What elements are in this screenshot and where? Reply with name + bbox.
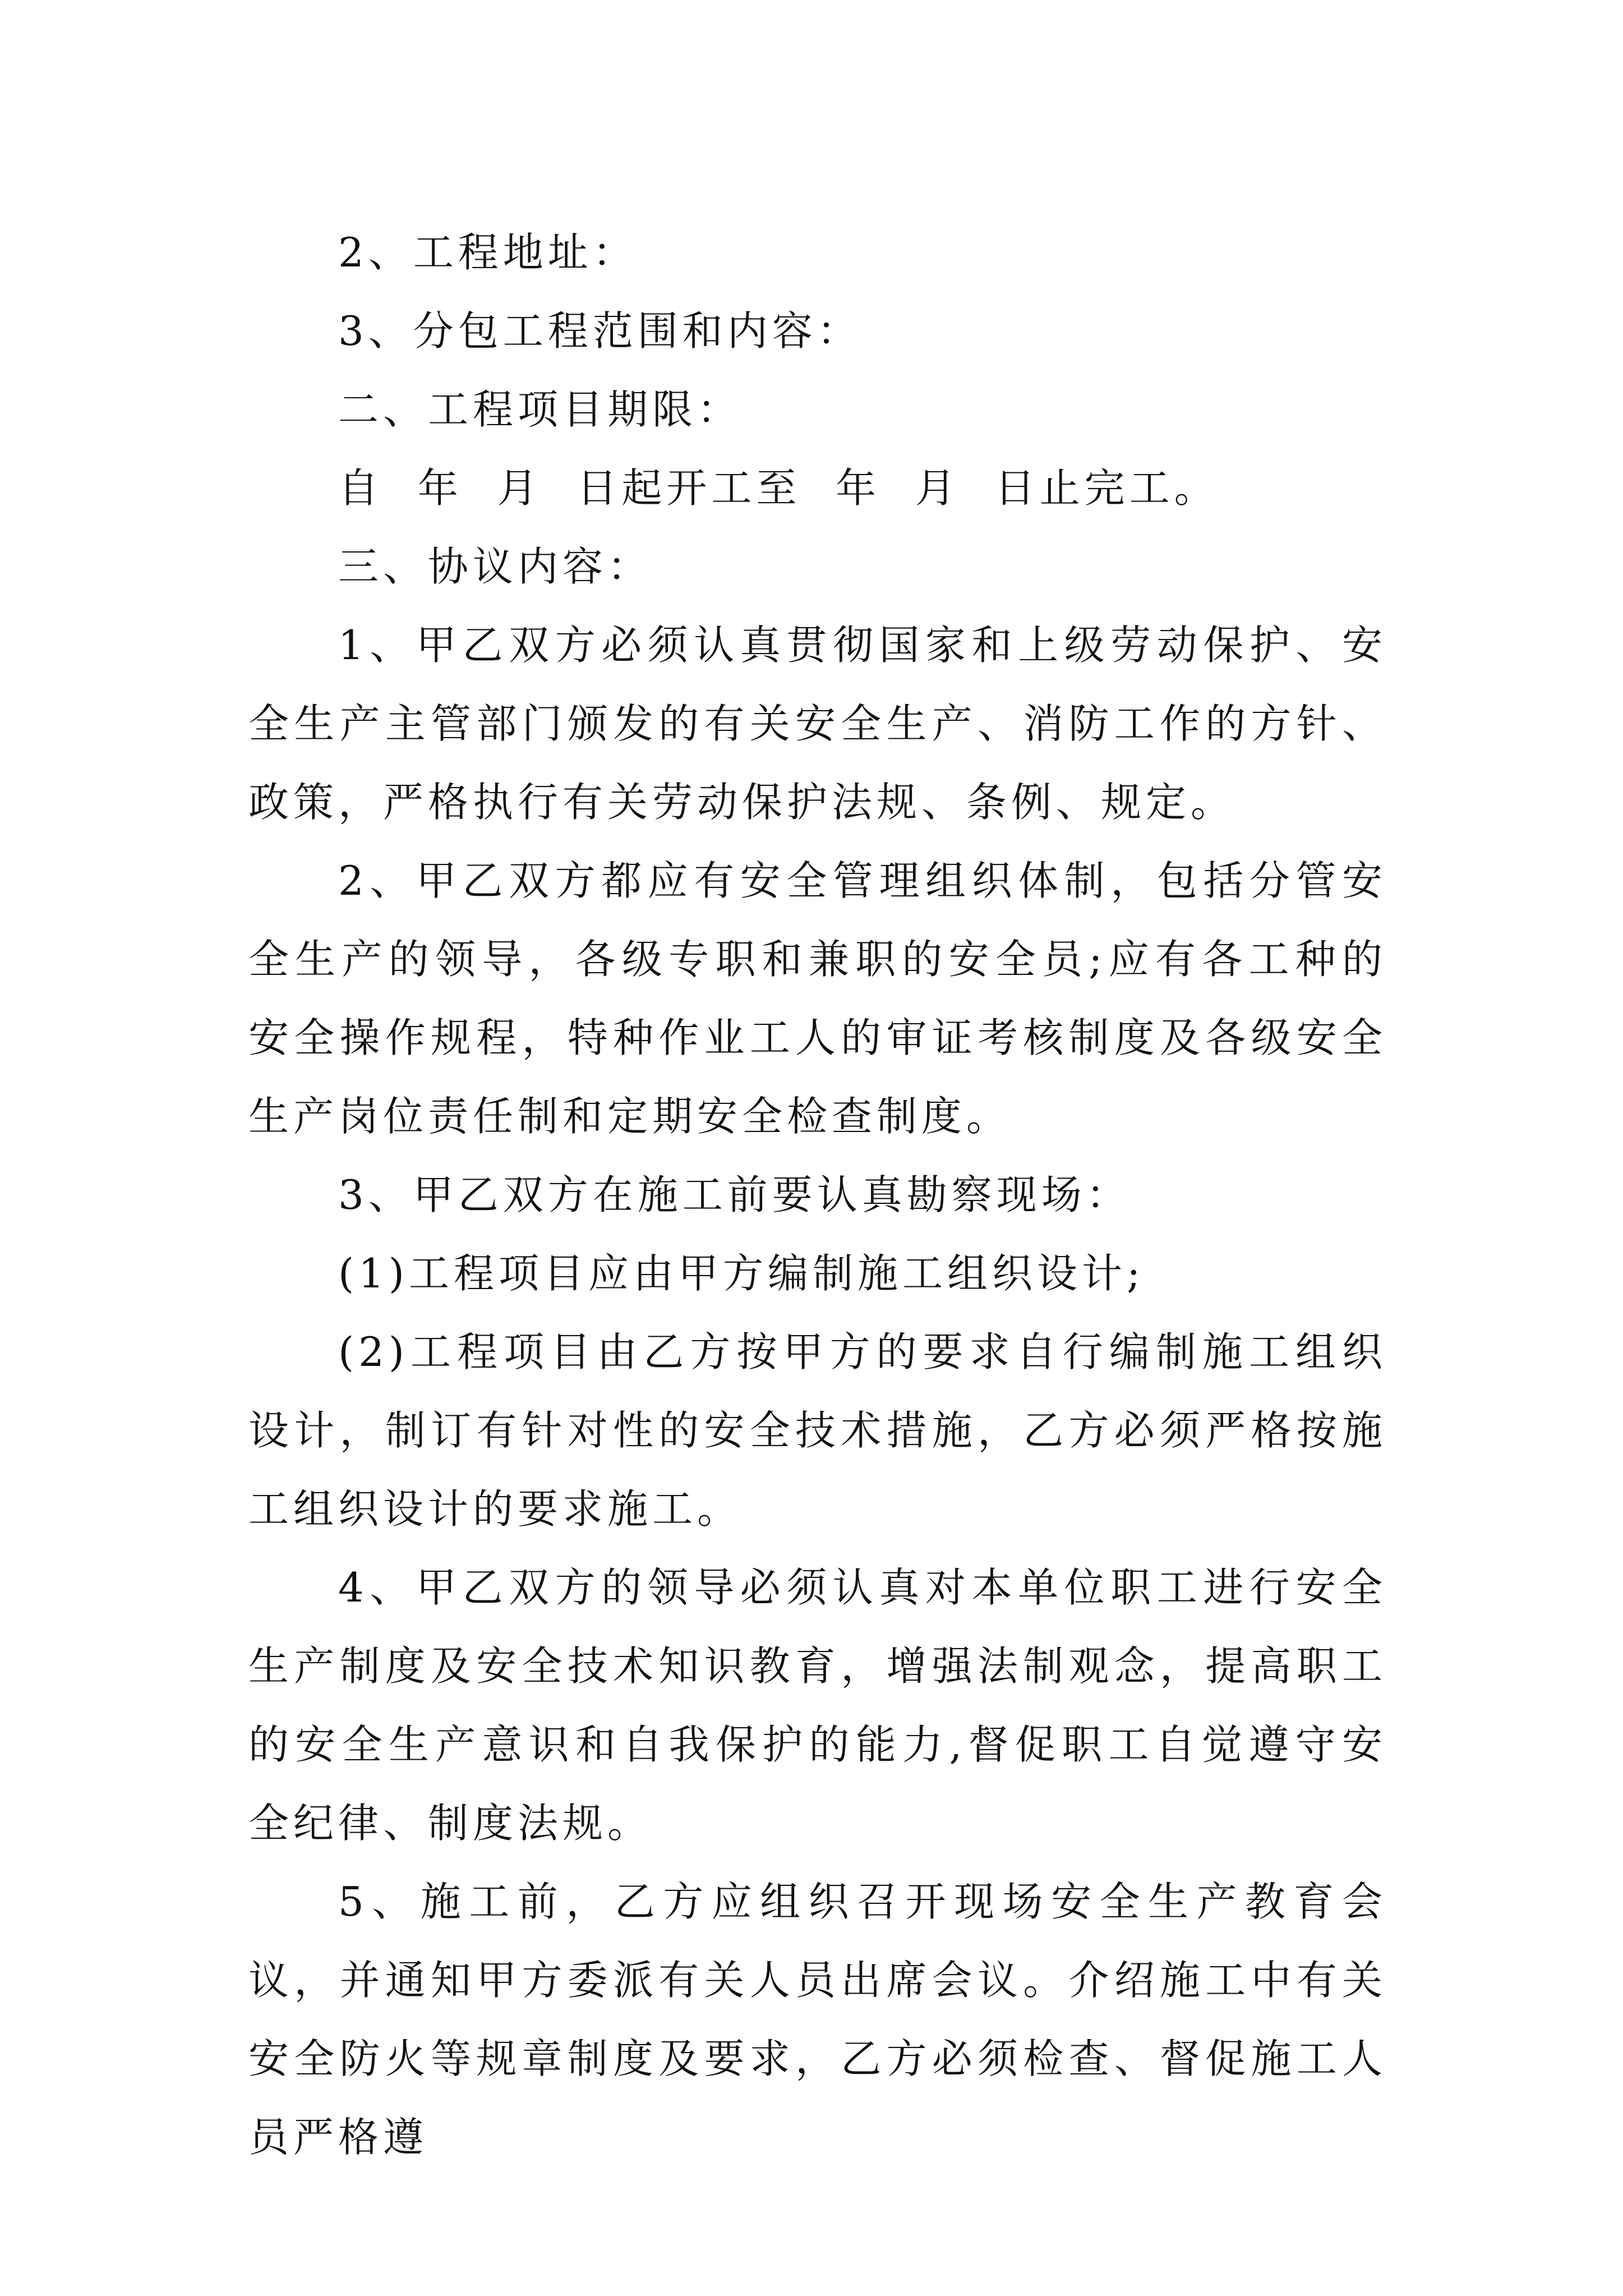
clause-1: 1、甲乙双方必须认真贯彻国家和上级劳动保护、安全生产主管部门颁发的有关安全生产、消防工作的方针、政策，严格执行有关劳动保护法规、条例、规定。 (248, 622, 1387, 826)
document-body (248, 213, 1387, 2177)
paragraph-subcontract-scope: 3、分包工程范围和内容： (338, 307, 862, 355)
clause-4: 4、甲乙双方的领导必须认真对本单位职工进行安全生产制度及安全技术知识教育，增强法制观念，提高职工的安全生产意识和自我保护的能力,督促职工自觉遵守安全纪律、制度法规。 (248, 1564, 1387, 1847)
section-heading-project-period: 二、工程项目期限： (338, 386, 743, 433)
section-heading-agreement-content: 三、协议内容： (338, 543, 653, 590)
clause-3-item-2: (2)工程项目由乙方按甲方的要求自行编制施工组织设计，制订有针对性的安全技术措施，乙方必须严格按施工组织设计的要求施工。 (248, 1328, 1387, 1533)
clause-5: 5、施工前，乙方应组织召开现场安全生产教育会议，并通知甲方委派有关人员出席会议。介绍施工中有关安全防火等规章制度及要求，乙方必须检查、督促施工人员严格遵 (248, 1878, 1387, 2161)
clause-3: 3、甲乙双方在施工前要认真勘察现场： (338, 1171, 1131, 1218)
paragraph-project-dates: 自 年 月 日起开工至 年 月 日止完工。 (338, 464, 1219, 512)
clause-3-item-1: (1)工程项目应由甲方编制施工组织设计; (338, 1250, 1145, 1297)
paragraph-project-address: 2、工程地址： (338, 229, 638, 276)
clause-2: 2、甲乙双方都应有安全管理组织体制，包括分管安全生产的领导，各级专职和兼职的安全员;应有各工种的安全操作规程，特种作业工人的审证考核制度及各级安全生产岗位责任制和定期安全检查制度。 (248, 857, 1387, 1140)
